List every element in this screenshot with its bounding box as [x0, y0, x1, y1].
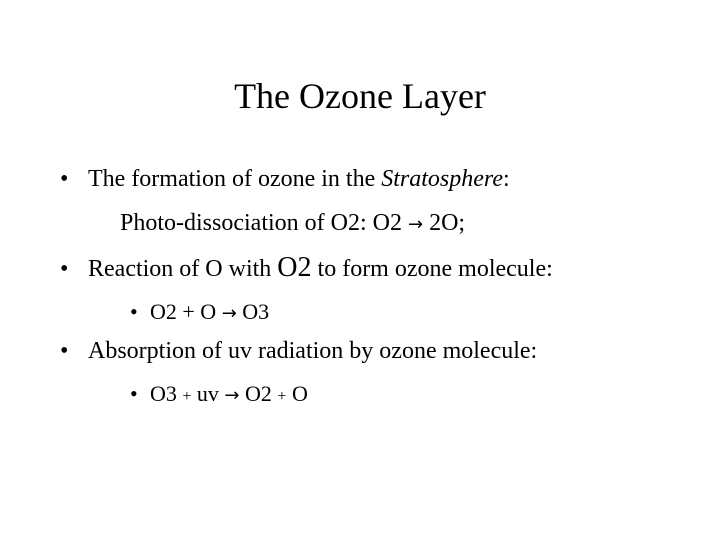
plus-sign: +	[182, 388, 192, 405]
equation-o: O	[286, 381, 308, 406]
bullet-marker: •	[130, 381, 138, 406]
absorption-text: Absorption of uv radiation by ozone molecule:	[88, 338, 538, 364]
plus-sign: +	[277, 388, 287, 405]
right-arrow-icon: →	[221, 303, 237, 324]
right-arrow-icon: →	[224, 385, 240, 406]
photo-dissociation-text: Photo-dissociation of O2: O2	[120, 210, 408, 236]
slide-title: The Ozone Layer	[234, 76, 486, 116]
stratosphere-text: Stratosphere	[381, 166, 504, 192]
bullet-formation	[60, 164, 510, 194]
reaction-text-end: to form ozone molecule:	[311, 256, 553, 282]
right-arrow-icon: →	[408, 214, 424, 235]
sub-bullet-absorption-equation	[130, 379, 308, 412]
bullet-marker: •	[130, 299, 138, 324]
bullet-marker: •	[60, 166, 69, 192]
bullet-absorption	[60, 336, 537, 366]
equation-lhs: O2 + O	[150, 299, 222, 324]
formation-colon: :	[503, 166, 510, 192]
bullet-marker: •	[60, 256, 69, 282]
equation-rhs: O3	[236, 299, 270, 324]
equation-o3: O3	[150, 381, 183, 406]
bullet-marker: •	[60, 338, 69, 364]
formation-text: The formation of ozone in the	[88, 166, 382, 192]
o2-label: O2	[277, 252, 312, 283]
equation-o2: O2	[239, 381, 278, 406]
sub-bullet-ozone-formation	[130, 297, 269, 329]
photo-dissociation-line	[120, 208, 465, 240]
equation-uv: uv	[191, 381, 225, 406]
bullet-reaction	[60, 253, 553, 284]
photo-dissociation-result: 2O;	[423, 210, 466, 236]
reaction-text: Reaction of O with	[88, 256, 278, 282]
